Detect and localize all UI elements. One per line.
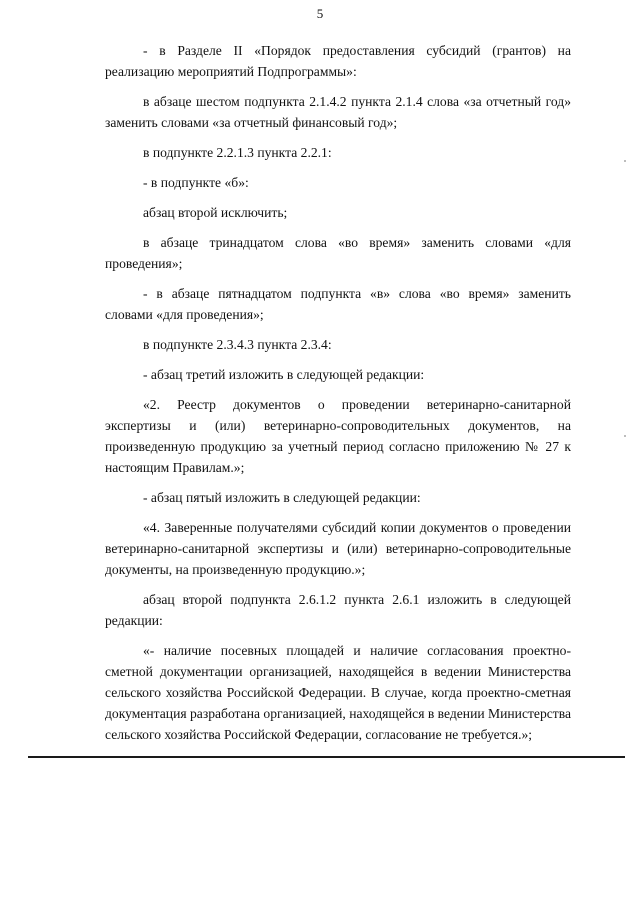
paragraph: - в подпункте «б»: (143, 175, 249, 190)
paragraph: в абзаце шестом подпункта 2.1.4.2 пункта 2.1.4 слова «за отчетный год» заменить словами «за отчетный финансовый год»; (105, 94, 571, 130)
paragraph: «4. Заверенные получателями субсидий копии документов о проведении ветеринарно-санитарной экспертизы и (или) ветеринарно-сопроводительные документы, на произведенную продукцию.»; (105, 520, 571, 577)
paragraph: абзац второй подпункта 2.6.1.2 пункта 2.6.1 изложить в следующей редакции: (105, 592, 571, 628)
paragraph: - абзац третий изложить в следующей редакции: (143, 367, 425, 382)
paragraph: - в абзаце пятнадцатом подпункта «в» слова «во время» заменить словами «для проведения»; (105, 286, 571, 322)
paragraph: в подпункте 2.3.4.3 пункта 2.3.4: (143, 337, 332, 352)
scan-speck (624, 435, 626, 437)
scan-speck (624, 160, 626, 162)
footer-divider (28, 756, 625, 758)
paragraph: - абзац пятый изложить в следующей редакции: (143, 490, 421, 505)
paragraph: - в Разделе II «Порядок предоставления субсидий (грантов) на реализацию мероприятий Подпрограммы»: (105, 43, 571, 79)
document-body (105, 40, 571, 754)
paragraph: «- наличие посевных площадей и наличие согласования проектно-сметной документации организацией, находящейся в ведении Министерства сельского хозяйства Российской Федерации. В случае, когда проектно-сметная документация разработана организацией, находящейся в ведении Министерства сельского хозяйства Российской Федерации, согласование не требуется.»; (105, 643, 571, 742)
paragraph: абзац второй исключить; (143, 205, 288, 220)
paragraph: в подпункте 2.2.1.3 пункта 2.2.1: (143, 145, 332, 160)
paragraph: в абзаце тринадцатом слова «во время» заменить словами «для проведения»; (105, 235, 571, 271)
paragraph: «2. Реестр документов о проведении ветеринарно-санитарной экспертизы и (или) ветеринарно-сопроводительных документов, на произведенную продукцию за учетный период согласно приложению № 27 к настоящим Правилам.»; (105, 397, 571, 475)
page-number: 5 (316, 6, 324, 21)
